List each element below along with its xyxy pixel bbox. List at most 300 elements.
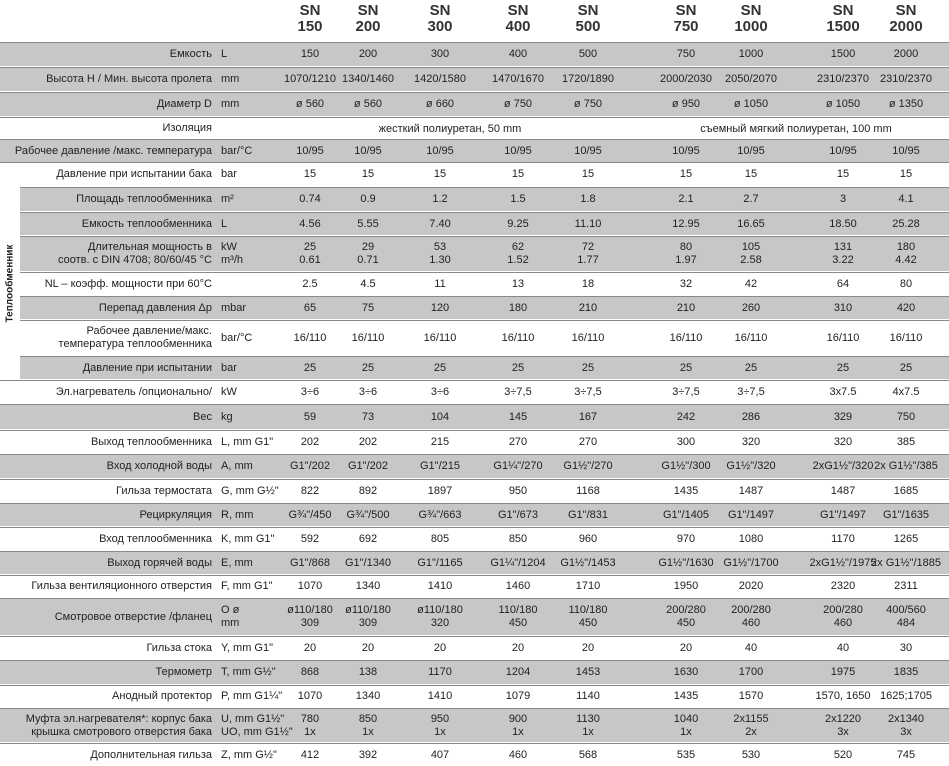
- table-cell: 25: [744, 361, 758, 374]
- table-cell: 4.56: [299, 217, 321, 230]
- table-cell: G1"/1340: [344, 556, 392, 569]
- table-cell: 1685: [893, 484, 919, 497]
- table-cell: 10/95: [504, 144, 532, 157]
- table-cell: 260: [741, 301, 761, 314]
- table-cell: 25: [361, 361, 375, 374]
- table-cell: 1080: [738, 532, 764, 545]
- table-cell: 210: [676, 301, 696, 314]
- table-cell: 202: [358, 435, 378, 448]
- table-cell: 1700: [738, 666, 764, 678]
- row-unit: E, mm: [221, 556, 253, 569]
- row-label: Муфта эл.нагревателя*: корпус бака крышка смотрового отверстия бака: [25, 712, 212, 738]
- table-cell: 500: [578, 48, 598, 60]
- table-cell: 320: [741, 435, 761, 448]
- model-header: [553, 3, 623, 35]
- table-row: [0, 272, 949, 295]
- table-cell: 110/180 450: [498, 604, 538, 629]
- model-prefix: SN: [895, 2, 917, 19]
- table-cell: 1500: [830, 48, 856, 60]
- table-cell: G1½"/320: [726, 460, 776, 472]
- table-row: [0, 212, 949, 235]
- table-cell: 15: [433, 168, 447, 180]
- row-label: Вес: [193, 410, 212, 423]
- table-cell: 200: [358, 48, 378, 60]
- table-cell: 104: [430, 410, 450, 423]
- model-size: 1000: [734, 18, 768, 35]
- table-cell: 15: [303, 168, 317, 180]
- row-unit: bar: [221, 361, 237, 374]
- table-cell: 3÷7,5: [504, 385, 532, 398]
- table-cell: 15: [744, 168, 758, 180]
- table-cell: 1140: [576, 690, 600, 702]
- table-cell: 1070/1210: [284, 73, 336, 85]
- model-size: 200: [355, 18, 381, 35]
- table-row: [0, 296, 949, 319]
- table-cell: 3: [839, 193, 847, 205]
- table-cell: 40: [836, 641, 850, 654]
- model-header: [808, 3, 878, 35]
- table-cell: 270: [508, 435, 528, 448]
- table-cell: 4.1: [898, 193, 914, 205]
- table-cell: 10/95: [354, 144, 382, 157]
- table-cell: 16/110: [669, 331, 703, 344]
- row-label: Вход теплообменника: [99, 532, 212, 545]
- table-cell: 1720/1890: [562, 73, 614, 85]
- table-cell: 1170: [831, 532, 855, 545]
- table-cell: 1487: [738, 484, 764, 497]
- table-cell: 1897: [427, 484, 453, 497]
- row-unit: mbar: [221, 301, 247, 314]
- row-unit: bar: [221, 168, 237, 180]
- table-row: [0, 356, 949, 379]
- model-size: 2000: [889, 18, 923, 35]
- row-unit: mm: [221, 73, 240, 85]
- table-cell: G1"/1405: [662, 508, 710, 521]
- table-cell: 30: [899, 641, 913, 654]
- table-cell: 400/560 484: [886, 604, 926, 629]
- table-cell: G1"/1165: [417, 556, 463, 569]
- table-row: [0, 575, 949, 597]
- model-header: [483, 3, 553, 35]
- table-cell: G1¼"/1204: [490, 556, 546, 569]
- table-cell: 16.65: [737, 217, 765, 230]
- table-cell: 4.5: [360, 277, 376, 290]
- table-cell: 11.10: [574, 217, 602, 230]
- table-cell: 25: [679, 361, 693, 374]
- table-cell: 0.74: [299, 193, 321, 205]
- table-cell: 1340/1460: [342, 73, 394, 85]
- table-row: [0, 685, 949, 707]
- table-cell: 1.2: [432, 193, 448, 205]
- table-cell: G1½"/1700: [723, 556, 779, 569]
- table-cell: 400: [508, 48, 528, 60]
- table-cell: 2000/2030: [660, 73, 712, 85]
- row-label: Давление при испытании бака: [56, 168, 212, 180]
- row-unit: bar/°C: [221, 144, 253, 157]
- table-cell: 1460: [505, 580, 531, 592]
- table-cell: 2x1220 3x: [824, 712, 862, 738]
- row-unit: T, mm G½": [221, 666, 276, 678]
- table-cell: 4x7.5: [892, 385, 920, 398]
- row-unit: mm: [221, 98, 240, 110]
- table-row: [0, 503, 949, 526]
- table-cell: 215: [430, 435, 450, 448]
- table-cell: 3÷7,5: [737, 385, 765, 398]
- table-cell: 25: [511, 361, 525, 374]
- row-label: Емкость: [169, 48, 212, 60]
- model-prefix: SN: [357, 2, 379, 19]
- table-cell: 10/95: [426, 144, 454, 157]
- table-cell: 42: [744, 277, 758, 290]
- table-cell: 407: [430, 748, 450, 761]
- table-cell: G¾"/663: [418, 508, 462, 521]
- row-unit: L: [221, 48, 228, 60]
- table-cell: G1"/831: [568, 508, 608, 521]
- table-cell: ø 1050: [733, 98, 769, 110]
- table-cell: 1410: [427, 690, 453, 702]
- table-cell: 25: [836, 361, 850, 374]
- table-cell: 2.7: [743, 193, 759, 205]
- table-cell: 320: [833, 435, 853, 448]
- table-cell: 300: [430, 48, 450, 60]
- model-prefix: SN: [507, 2, 529, 19]
- row-unit: R, mm: [221, 508, 254, 521]
- model-header: [333, 3, 403, 35]
- row-label: Вход холодной воды: [106, 460, 212, 472]
- model-size: 150: [297, 18, 323, 35]
- row-label: Рабочее давление/макс. температура теплообменника: [58, 325, 212, 350]
- table-row: [0, 320, 949, 355]
- table-cell: 270: [578, 435, 598, 448]
- row-label: NL – коэфф. мощности при 60°C: [44, 277, 212, 290]
- table-cell: 900 1x: [508, 712, 528, 738]
- model-header: [716, 3, 786, 35]
- table-cell: G1½"/270: [563, 460, 613, 472]
- table-cell: 2311: [894, 580, 918, 592]
- table-cell: 2000: [893, 48, 919, 60]
- table-cell: 1975: [830, 666, 856, 678]
- row-unit: L, mm G1": [221, 435, 274, 448]
- row-unit: Z, mm G½": [221, 748, 277, 761]
- table-cell: 16/110: [571, 331, 605, 344]
- table-cell: 15: [361, 168, 375, 180]
- table-cell: G1"/868: [290, 556, 330, 569]
- table-cell: 10/95: [672, 144, 700, 157]
- table-row: [0, 454, 949, 478]
- model-prefix: SN: [577, 2, 599, 19]
- table-cell: 15: [899, 168, 913, 180]
- table-cell: ø 660: [425, 98, 455, 110]
- model-prefix: SN: [740, 2, 762, 19]
- table-cell: 2x1340 3x: [887, 712, 925, 738]
- table-row: [0, 527, 949, 550]
- table-cell: 3÷6: [358, 385, 378, 398]
- table-cell: 1630: [673, 666, 699, 678]
- table-cell: 460: [508, 748, 528, 761]
- row-unit: G, mm G½": [221, 484, 279, 497]
- table-cell: 2.1: [678, 193, 694, 205]
- table-cell: 13: [511, 277, 525, 290]
- table-cell: 18: [581, 277, 595, 290]
- table-cell: 10/95: [574, 144, 602, 157]
- model-header: [405, 3, 475, 35]
- model-prefix: SN: [675, 2, 697, 19]
- table-cell: ø110/180 320: [417, 604, 463, 629]
- table-cell: 16/110: [351, 331, 385, 344]
- table-cell: ø 560: [353, 98, 383, 110]
- table-cell: 1340: [355, 580, 381, 592]
- row-label: Гильза термостата: [115, 484, 212, 497]
- table-cell: 25 0.61: [299, 241, 321, 266]
- table-cell: 392: [358, 748, 378, 761]
- table-cell: ø 560: [295, 98, 325, 110]
- table-row: [0, 236, 949, 271]
- model-size: 500: [575, 18, 601, 35]
- table-cell: 2310/2370: [880, 73, 932, 85]
- table-row: [0, 598, 949, 635]
- table-cell: 73: [361, 410, 375, 423]
- table-cell: 822: [300, 484, 320, 497]
- table-cell: 20: [679, 641, 693, 654]
- table-cell: 0.9: [360, 193, 376, 205]
- table-cell: 1625;1705: [880, 690, 932, 702]
- table-row: [0, 67, 949, 91]
- row-label: Выход теплообменника: [91, 435, 212, 448]
- table-cell: 520: [833, 748, 853, 761]
- table-cell: 1.5: [510, 193, 526, 205]
- table-row: [0, 430, 949, 453]
- table-row: [0, 42, 949, 66]
- table-cell: 15: [511, 168, 525, 180]
- row-unit: L: [221, 217, 228, 230]
- row-label: Анодный протектор: [112, 690, 212, 702]
- table-cell: 15: [679, 168, 693, 180]
- table-cell: 10/95: [296, 144, 324, 157]
- table-row: [0, 636, 949, 659]
- heat-exchanger-group-label: [4, 187, 16, 380]
- table-cell: ø110/180 309: [345, 604, 391, 629]
- row-label: Рабочее давление /макс. температура: [14, 144, 212, 157]
- table-cell: 2.5: [302, 277, 318, 290]
- table-cell: 1340: [355, 690, 381, 702]
- span-value: жесткий полиуретан, 50 mm: [378, 122, 522, 135]
- table-cell: 1710: [575, 580, 601, 592]
- table-cell: 180 4.42: [895, 241, 917, 266]
- model-size: 1500: [826, 18, 860, 35]
- row-unit: bar/°C: [221, 331, 253, 344]
- table-cell: 892: [358, 484, 378, 497]
- table-cell: 9.25: [507, 217, 529, 230]
- table-cell: 16/110: [423, 331, 457, 344]
- table-row: [0, 479, 949, 502]
- table-cell: 20: [303, 641, 317, 654]
- table-cell: 850 1x: [358, 712, 378, 738]
- table-cell: 750: [896, 410, 916, 423]
- table-cell: 1.8: [580, 193, 596, 205]
- model-size: 400: [505, 18, 531, 35]
- row-label: Давление при испытании: [82, 361, 212, 374]
- table-cell: ø 1050: [825, 98, 861, 110]
- table-cell: 75: [361, 301, 375, 314]
- table-cell: ø 950: [671, 98, 701, 110]
- table-cell: 65: [303, 301, 317, 314]
- table-cell: 105 2.58: [740, 241, 762, 266]
- table-cell: 120: [430, 301, 450, 314]
- table-cell: 59: [303, 410, 317, 423]
- table-cell: 16/110: [826, 331, 860, 344]
- table-cell: G¾"/500: [346, 508, 390, 521]
- span-value: съемный мягкий полиуретан, 100 mm: [700, 122, 892, 135]
- table-cell: 286: [741, 410, 761, 423]
- table-cell: 15: [581, 168, 595, 180]
- table-cell: 145: [508, 410, 528, 423]
- row-unit: K, mm G1": [221, 532, 275, 545]
- table-row: [0, 660, 949, 684]
- table-cell: 1487: [830, 484, 856, 497]
- table-cell: 16/110: [889, 331, 923, 344]
- table-cell: G1"/1635: [882, 508, 930, 521]
- table-cell: 25: [581, 361, 595, 374]
- table-cell: 1570, 1650: [815, 690, 871, 702]
- table-cell: 1410: [427, 580, 453, 592]
- table-cell: 5.55: [357, 217, 379, 230]
- table-cell: 25: [899, 361, 913, 374]
- table-cell: 138: [358, 666, 378, 678]
- table-cell: 2xG1½"/1975: [809, 556, 877, 569]
- table-cell: 2310/2370: [817, 73, 869, 85]
- table-cell: 3÷6: [300, 385, 320, 398]
- row-unit: F, mm G1": [221, 580, 273, 592]
- table-header: [0, 0, 949, 42]
- model-header: [871, 3, 941, 35]
- table-cell: 950 1x: [430, 712, 450, 738]
- table-cell: 3÷7,5: [574, 385, 602, 398]
- table-cell: 131 3.22: [832, 241, 854, 266]
- row-unit: kW: [221, 385, 237, 398]
- table-cell: 40: [744, 641, 758, 654]
- table-cell: 1470/1670: [492, 73, 544, 85]
- table-cell: 10/95: [737, 144, 765, 157]
- table-cell: 16/110: [734, 331, 768, 344]
- table-cell: 850: [508, 532, 528, 545]
- table-row: [0, 380, 949, 403]
- row-label: Площадь теплообменника: [76, 193, 212, 205]
- table-cell: 10/95: [892, 144, 920, 157]
- table-cell: 1835: [893, 666, 919, 678]
- table-cell: 2x G1½"/385: [874, 460, 938, 472]
- model-prefix: SN: [832, 2, 854, 19]
- table-cell: G1"/202: [290, 460, 330, 472]
- table-cell: 780 1x: [300, 712, 320, 738]
- table-cell: 535: [676, 748, 696, 761]
- table-cell: 80: [899, 277, 913, 290]
- table-cell: 2320: [830, 580, 856, 592]
- table-cell: 210: [578, 301, 598, 314]
- table-cell: 3÷6: [430, 385, 450, 398]
- row-label: Смотровое отверстие /фланец: [54, 610, 212, 623]
- table-cell: 750: [676, 48, 696, 60]
- table-cell: ø 750: [573, 98, 603, 110]
- row-unit: m²: [221, 193, 234, 205]
- table-cell: 1040 1x: [673, 712, 699, 738]
- table-cell: 25: [433, 361, 447, 374]
- table-cell: 412: [300, 748, 320, 761]
- table-cell: 32: [679, 277, 693, 290]
- table-cell: 20: [361, 641, 375, 654]
- table-cell: 385: [896, 435, 916, 448]
- table-cell: 25: [303, 361, 317, 374]
- table-cell: 2xG1½"/320: [812, 460, 874, 472]
- table-cell: 1170: [428, 666, 452, 678]
- row-label: Диаметр D: [156, 98, 212, 110]
- table-cell: 960: [578, 532, 598, 545]
- row-unit: U, mm G1½" UO, mm G1½": [221, 712, 293, 738]
- side-label-text: Теплообменник: [4, 244, 16, 323]
- table-cell: 150: [300, 48, 320, 60]
- table-cell: 1570: [738, 690, 764, 702]
- table-cell: 300: [676, 435, 696, 448]
- table-row: [0, 92, 949, 116]
- table-cell: 1070: [297, 580, 323, 592]
- table-cell: 15: [836, 168, 850, 180]
- table-cell: 242: [676, 410, 696, 423]
- row-label: Высота H / Мин. высота пролета: [46, 73, 212, 85]
- table-cell: 1950: [673, 580, 699, 592]
- row-unit: O ø mm: [221, 604, 240, 629]
- table-cell: 1420/1580: [414, 73, 466, 85]
- table-cell: 1435: [673, 690, 699, 702]
- table-cell: 72 1.77: [577, 241, 599, 266]
- table-cell: 200/280 460: [823, 604, 863, 629]
- table-cell: 1204: [505, 666, 531, 678]
- table-cell: 29 0.71: [357, 241, 379, 266]
- table-cell: 64: [836, 277, 850, 290]
- row-label: Изоляция: [162, 122, 212, 134]
- table-cell: 10/95: [829, 144, 857, 157]
- table-cell: G1½"/1630: [658, 556, 714, 569]
- row-unit: kg: [221, 410, 233, 423]
- row-label: Рециркуляция: [139, 508, 212, 521]
- table-cell: 200/280 450: [666, 604, 706, 629]
- table-cell: 530: [741, 748, 761, 761]
- table-row: [0, 551, 949, 574]
- row-label: Емкость теплообменника: [81, 217, 212, 230]
- table-row: [0, 139, 949, 162]
- table-cell: 16/110: [501, 331, 535, 344]
- table-cell: 970: [676, 532, 696, 545]
- row-unit: A, mm: [221, 460, 253, 472]
- table-cell: 1168: [576, 484, 600, 497]
- row-label: Дополнительная гильза: [90, 748, 212, 761]
- table-cell: 3x7.5: [829, 385, 857, 398]
- model-prefix: SN: [429, 2, 451, 19]
- table-cell: G1"/673: [498, 508, 538, 521]
- table-row: [0, 162, 949, 186]
- row-label: Термометр: [155, 666, 212, 678]
- table-cell: 805: [430, 532, 450, 545]
- table-cell: 868: [300, 666, 320, 678]
- row-unit: kW m³/h: [221, 241, 243, 266]
- table-cell: G1"/1497: [819, 508, 867, 521]
- table-cell: 568: [578, 748, 598, 761]
- row-label: Длительная мощность в соотв. с DIN 4708; 80/60/45 °C: [58, 241, 212, 266]
- row-label: Гильза вентиляционного отверстия: [31, 580, 212, 592]
- table-row: [0, 117, 949, 139]
- table-cell: 3÷7,5: [672, 385, 700, 398]
- table-row: [0, 187, 949, 211]
- table-cell: 62 1.52: [507, 241, 529, 266]
- table-cell: 692: [358, 532, 378, 545]
